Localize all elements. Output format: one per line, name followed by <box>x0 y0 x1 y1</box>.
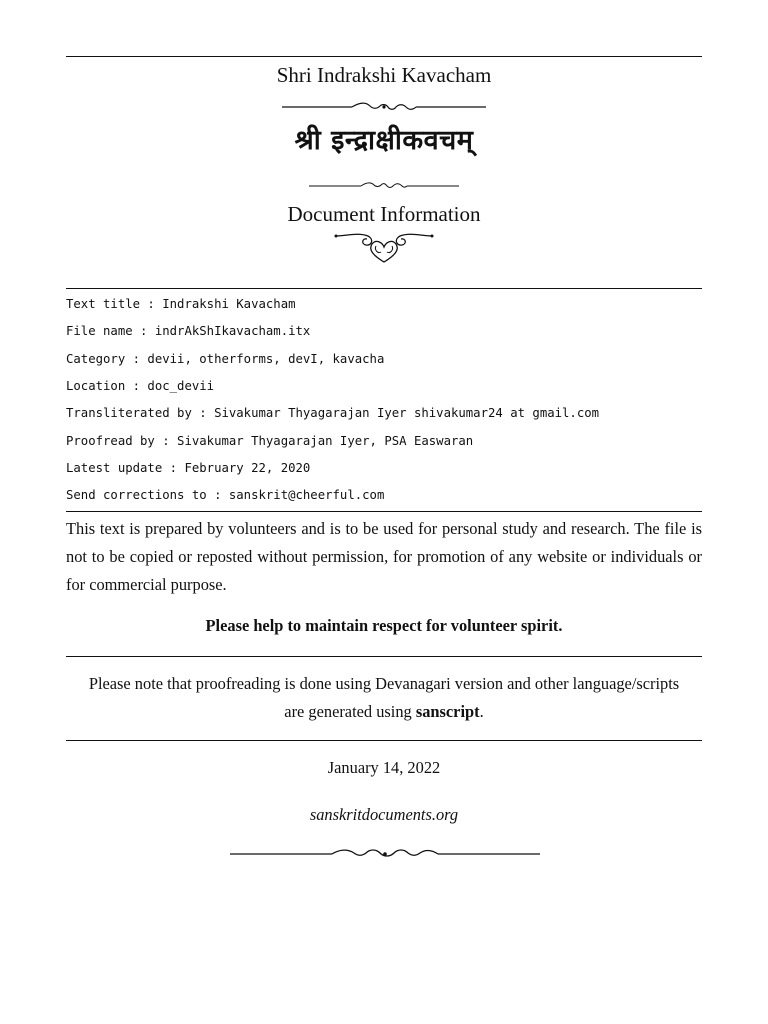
info-send-corrections: Send corrections to : sanskrit@cheerful.com <box>66 488 385 502</box>
info-text-title: Text title : Indrakshi Kavacham <box>66 297 296 311</box>
volunteer-notice-paragraph: This text is prepared by volunteers and is to be used for personal study and research. The file is not to be copied or reposted without permission, for promotion of any website or individuals or for commercial purpose. <box>66 519 702 594</box>
info-file-name: File name : indrAkShIkavacham.itx <box>66 324 311 338</box>
closing-flourish-ornament <box>228 846 542 862</box>
info-location: Location : doc_devii <box>66 379 215 393</box>
proofreading-note-prefix: are generated using <box>284 702 416 721</box>
info-proofread-by: Proofread by : Sivakumar Thyagarajan Iyer, PSA Easwaran <box>66 434 474 448</box>
small-flourish-ornament <box>307 180 461 192</box>
proofreading-note-line1: Please note that proofreading is done using Devanagari version and other language/scripts <box>88 674 680 693</box>
proofreading-note-suffix: . <box>479 702 484 721</box>
info-top-rule <box>66 288 702 289</box>
volunteer-spirit-emphasis: Please help to maintain respect for volunteer spirit. <box>205 616 563 635</box>
document-date: January 14, 2022 <box>327 758 441 777</box>
flourish-ornament <box>280 100 488 114</box>
notice-rule <box>66 656 702 657</box>
section-title: Document Information <box>287 202 481 226</box>
info-transliterated-by: Transliterated by : Sivakumar Thyagarajan Iyer shivakumar24 at gmail.com <box>66 406 600 420</box>
heart-flourish-ornament <box>334 228 434 266</box>
proofreading-note <box>66 670 702 726</box>
site-name: sanskritdocuments.org <box>309 805 459 824</box>
info-category: Category : devii, otherforms, devI, kavacha <box>66 352 385 366</box>
footer-rule <box>66 740 702 741</box>
top-rule <box>66 56 702 57</box>
sanscript-tool-name: sanscript <box>415 702 480 721</box>
info-bottom-rule <box>66 511 702 512</box>
proofreading-note-line2 <box>66 698 702 726</box>
devanagari-title: श्री इन्द्राक्षीकवचम् <box>294 125 474 156</box>
info-latest-update: Latest update : February 22, 2020 <box>66 461 311 475</box>
document-title: Shri Indrakshi Kavacham <box>276 63 492 87</box>
